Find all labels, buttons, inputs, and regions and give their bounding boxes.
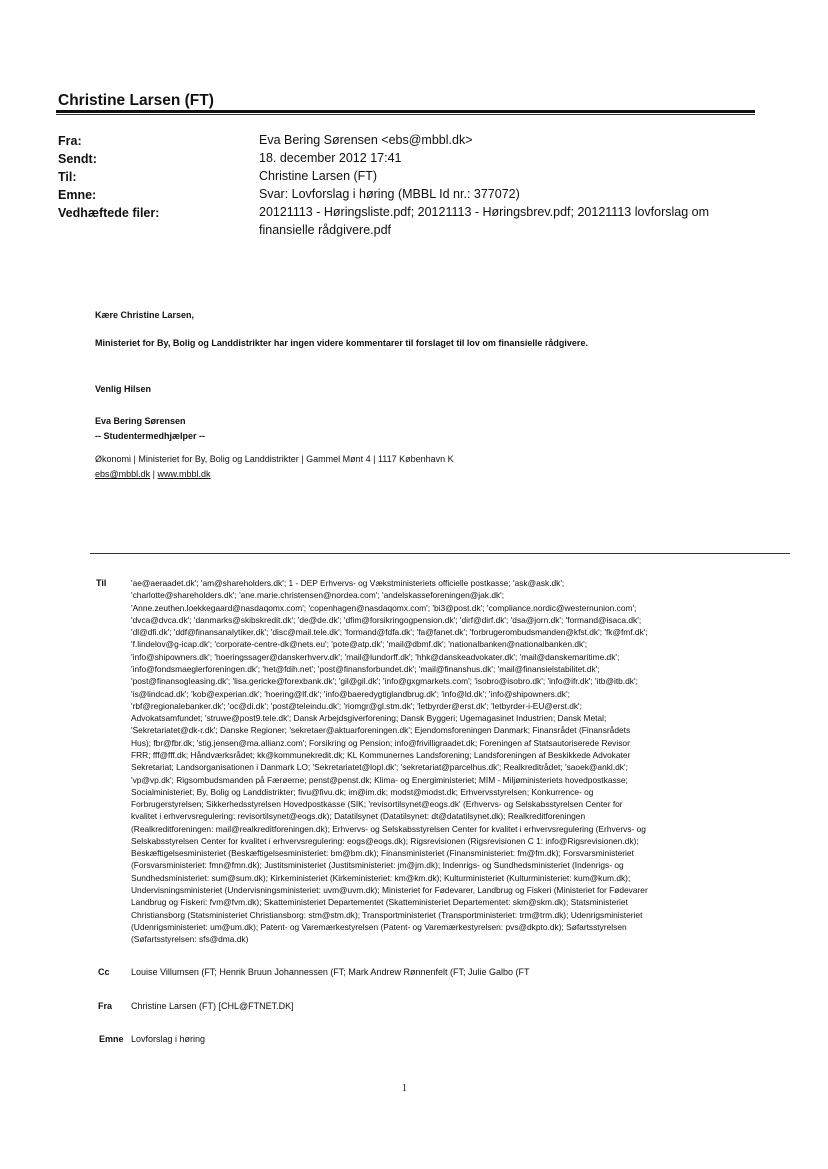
recipient-line: Socialministeriet; By, Bolig og Landdistrikter; fivu@fivu.dk; im@im.dk; modst@modst.dk; Erhvervsstyrelsen; Konkurrence- og: [131, 786, 594, 797]
recipient-line: Undervisningsministeriet (Undervisningsministeriet: uvm@uvm.dk); Ministeriet for Fødevarer, Landbrug og Fiskeri (Ministeriet for Fødevarer: [131, 885, 648, 896]
subject-label: Emne:: [58, 188, 97, 202]
recipient-line: 'dvca@dvca.dk'; 'danmarks@skibskredit.dk'; 'de@de.dk'; 'dfim@forsikringogpension.dk'; 'dirf@dirf.dk'; 'dsa@jorn.dk'; 'formand@isaca.dk';: [131, 614, 642, 625]
quoted-cc-label: Cc: [98, 967, 110, 977]
page-number: 1: [402, 1083, 407, 1094]
recipient-line: 'rbf@regionalebanker.dk'; 'oc@di.dk'; 'post@teleindu.dk'; 'riomgr@gl.stm.dk'; 'letbyrder@erst.dk'; 'letbyrder-i-EU@erst.dk';: [131, 700, 582, 711]
sender-email-link[interactable]: ebs@mbbl.dk: [95, 469, 151, 479]
recipient-line: FRR; fff@fff.dk; Håndværksrådet; kk@kommunekredit.dk; KL Kommunernes Landsforening; Landsforeningen af Beskikkede Advokater: [131, 749, 631, 760]
sender-title: -- Studentermedhjælper --: [95, 431, 206, 441]
sender-web-link[interactable]: www.mbbl.dk: [157, 469, 211, 479]
recipient-line: 'post@finansogleasing.dk'; 'lisa.gericke@forexbank.dk'; 'gil@gil.dk'; 'info@gxgmarkets.com'; 'isobro@isobro.dk'; 'info@ifr.dk'; 'itb@itb.dk';: [131, 676, 638, 687]
quoted-separator-rule: [90, 553, 790, 554]
recipient-line: Sekretariat; Landsorganisationen i Danmark LO; 'Sekretariatet@lopl.dk'; 'sekretariat@parcelhus.dk'; Realkreditrådet; 'saoek@ankl.dk';: [131, 762, 628, 773]
recipient-line: Selskabsstyrelsen Center for kvalitet i erhvervsregulering: eogs@eogs.dk); Rigsrevisionen (Rigsrevisionen C 1: info@Rigsrevisionen.dk);: [131, 835, 639, 846]
recipient-line: Landbrug og Fiskeri: fvm@fvm.dk); Skatteministeriet Departementet (Skatteministeriet Departementet: skm@skm.dk); Statsministeriet: [131, 897, 628, 908]
recipient-line: (Søfartsstyrelsen: sfs@dma.dk): [131, 934, 249, 945]
recipient-line: 'vp@vp.dk'; Rigsombudsmanden på Færøerne; penst@penst.dk; Klima- og Energiministeriet; MIM - Miljøministeriets hovedpostkasse;: [131, 774, 628, 785]
recipient-line: 'charlotte@shareholders.dk'; 'ane.marie.christensen@nordea.com'; 'andelskasseforeningen@jak.dk';: [131, 590, 505, 601]
recipient-line: 'ae@aeraadet.dk'; 'am@shareholders.dk'; 1 - DEP Erhvervs- og Vækstministeriets officielle postkasse; 'ask@ask.dk';: [131, 578, 565, 588]
closing: Venlig Hilsen: [95, 384, 152, 394]
sender-links: [95, 469, 211, 479]
greeting: Kære Christine Larsen,: [95, 310, 195, 320]
header-rule-thin: [56, 114, 755, 115]
attachments-label: Vedhæftede filer:: [58, 206, 160, 220]
attachments-line-2: finansielle rådgivere.pdf: [259, 223, 392, 237]
from-label: Fra:: [58, 134, 82, 148]
recipient-line: Advokatsamfundet; 'struwe@post9.tele.dk'; Dansk Arbejdsgiverforening; Dansk Byggeri; Ugemagasinet Industrien; Dansk Metal;: [131, 713, 607, 724]
sent-label: Sendt:: [58, 152, 97, 166]
recipient-line: Christiansborg (Statsministeriet Christiansborg: stm@stm.dk); Transportministeriet (Transportministeriet: trm@trm.dk); Udenrigsministeriet: [131, 909, 643, 920]
recipient-line: 'info@fondsmaeglerforeningen.dk'; 'het@fdih.net'; 'post@finansforbundet.dk'; 'mail@finanshus.dk'; 'mail@finansielstabilitet.dk';: [131, 663, 600, 674]
recipient-line: 'info@shipowners.dk'; 'hoeringssager@danskerhverv.dk'; 'mail@lundorff.dk'; 'hhk@danskeadvokater.dk'; 'mail@danskemaritime.dk';: [131, 651, 620, 662]
quoted-from-value: Christine Larsen (FT) [CHL@FTNET.DK]: [131, 1001, 294, 1011]
to-label: Til:: [58, 170, 77, 184]
link-separator: |: [150, 469, 158, 479]
header-rule: [56, 110, 755, 113]
quoted-recipient-list: [131, 577, 786, 945]
to-value: Christine Larsen (FT): [259, 169, 378, 183]
recipient-line: 'is@lindcad.dk'; 'kob@experian.dk'; 'hoering@lf.dk'; 'info@baeredygtiglandbrug.dk'; 'info@ld.dk'; 'info@shipowners.dk';: [131, 688, 570, 699]
quoted-cc-value: Louise Villumsen (FT; Henrik Bruun Johannessen (FT; Mark Andrew Rønnenfelt (FT; Julie Galbo (FT: [131, 967, 530, 977]
recipient-line: 'f.lindelov@g-icap.dk'; 'corporate-centre-dk@nets.eu'; 'pote@atp.dk'; 'mail@dbmf.dk'; 'nationalbanken@nationalbanken.dk';: [131, 639, 588, 650]
mailbox-owner-title: Christine Larsen (FT): [58, 92, 214, 109]
from-value: Eva Bering Sørensen <ebs@mbbl.dk>: [259, 133, 473, 147]
quoted-from-label: Fra: [98, 1001, 113, 1011]
attachments-line-1: 20121113 - Høringsliste.pdf; 20121113 - Høringsbrev.pdf; 20121113 lovforslag om: [259, 205, 710, 219]
quoted-subject-label: Emne: [99, 1034, 124, 1044]
recipient-line: kvalitet i erhvervsregulering: revisortilsynet@eogs.dk); Datatilsynet (Datatilsynet: dt@datatilsynet.dk); Realkreditforeningen: [131, 811, 586, 822]
recipient-line: Sundhedsministeriet: sum@sum.dk); Kirkeministeriet (Kirkeministeriet: km@km.dk); Kulturministeriet (Kulturministeriet: kum@kum.dk);: [131, 872, 631, 883]
quoted-subject-value: Lovforslag i høring: [131, 1034, 206, 1044]
quoted-to-label: Til: [96, 578, 107, 588]
recipient-line: (Forsvarsministeriet: fmn@fmn.dk); Justitsministeriet (Justitsministeriet: jm@jm.dk); Indenrigs- og Sundhedsministeriet (Indenrigs- og: [131, 860, 624, 871]
recipient-line: (Udenrigsministeriet: um@um.dk); Patent- og Varemærkestyrelsen (Patent- og Varemærkestyrelsen: pvs@dkpto.dk); Søfartsstyrelsen: [131, 921, 627, 932]
recipient-line: 'dl@dfi.dk'; 'ddf@finansanalytiker.dk'; 'disc@mail.tele.dk'; 'formand@fdfa.dk'; 'fa@fanet.dk'; 'forbrugerombudsmanden@kfst.dk'; 'fk@fmf.dk';: [131, 627, 648, 638]
message: Ministeriet for By, Bolig og Landdistrikter har ingen videre kommentarer til forslaget til lov om finansielle rådgivere.: [95, 338, 588, 348]
recipient-line: Hus); fbr@fbr.dk; 'stig.jensen@ma.allianz.com'; Forsikring og Pension; info@frivilligraadet.dk; Foreningen af Statsautoriserede Revisor: [131, 737, 630, 748]
subject-value: Svar: Lovforslag i høring (MBBL Id nr.: 377072): [259, 187, 520, 201]
recipient-line: Beskæftigelsesministeriet (Beskæftigelsesministeriet: bm@bm.dk); Finansministeriet (Finansministeriet: fm@fm.dk); Forsvarsministeriet: [131, 848, 634, 859]
sent-value: 18. december 2012 17:41: [259, 151, 402, 165]
attachments-value: [259, 203, 749, 239]
recipient-line: 'Anne.zeuthen.loekkegaard@nasdaqomx.com'; 'copenhagen@nasdaqomx.com'; 'bi3@post.dk'; 'compliance.nordic@westernunion.com';: [131, 602, 637, 613]
sender-org: Økonomi | Ministeriet for By, Bolig og Landdistrikter | Gammel Mønt 4 | 1117 København K: [95, 454, 454, 464]
sender-name: Eva Bering Sørensen: [95, 416, 186, 426]
recipient-line: (Realkreditforeningen: mail@realkreditforeningen.dk); Erhvervs- og Selskabsstyrelsen Center for kvalitet i erhvervsregulering (Erhvervs- og: [131, 823, 646, 834]
recipient-line: Forbrugerstyrelsen; Sikkerhedsstyrelsen Hovedpostkasse (SIK; 'revisortilsynet@eogs.dk' (Erhvervs- og Selskabsstyrelsen Center for: [131, 799, 623, 810]
recipient-line: 'Sekretariatet@dk-r.dk'; Danske Regioner; 'sekretaer@aktuarforeningen.dk'; Ejendomsforeningen Danmark; Finansrådet (Finansrådets: [131, 725, 631, 736]
